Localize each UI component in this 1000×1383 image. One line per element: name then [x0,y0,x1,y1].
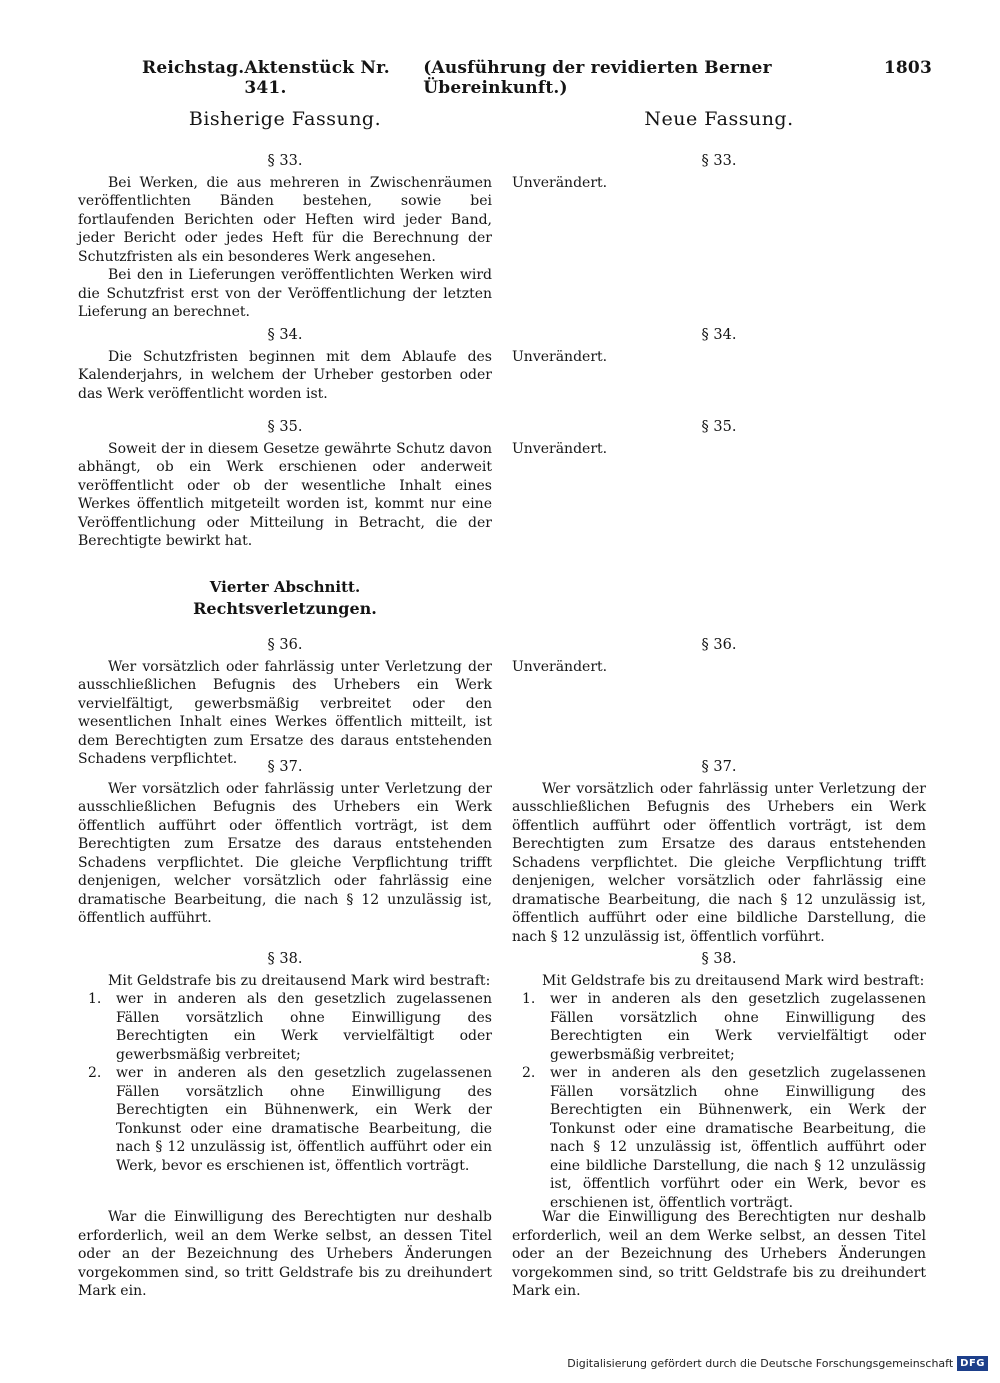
paragraph: Die Schutzfristen beginnen mit dem Ablaufe des Kalenderjahrs, in welchem der Urheber gestorben oder das Werk veröffentlicht worden ist. [78,348,492,402]
section-37-old [78,758,492,928]
section-36-old [78,636,492,769]
paragraph: Mit Geldstrafe bis zu dreitausend Mark wird bestraft: [542,972,925,989]
item-text: wer in anderen als den gesetzlich zugelassenen Fällen vorsätzlich ohne Einwilligung des Berechtigten ein Bühnenwerk, ein Werk der Tonkunst oder eine dramatische Bearbeitung, die nach § 12 unzulässig ist, öffentlich aufführt oder ein Werk, bevor es erschienen ist, öffentlich vorträgt. [116,1065,492,1174]
column-title-new: Neue Fassung. [644,108,794,130]
section-36-new [512,636,926,676]
section-number: § 34. [267,327,303,343]
section-number: § 36. [267,637,303,653]
paragraph: Wer vorsätzlich oder fahrlässig unter Verletzung der ausschließlichen Befugnis des Urhebers ein Werk vervielfältigt, gewerbsmäßig verbreitet oder den wesentlichen Inhalt eines Werkes öffentlich mitteilt, ist dem Berechtigten zum Ersatze des daraus entstehenden Schadens verpflichtet. [78,658,492,767]
section-number: § 36. [701,637,737,653]
list-item [522,990,926,1064]
section-35-old [78,418,492,551]
section-38-old [78,950,492,1175]
section-33-old [78,152,492,322]
section-number: § 37. [267,759,303,775]
paragraph: Wer vorsätzlich oder fahrlässig unter Verletzung der ausschließlichen Befugnis des Urhebers ein Werk öffentlich aufführt oder öffentlich vorträgt, ist dem Berechtigten zum Ersatze des daraus entstehenden Schadens verpflichtet. Die gleiche Verpflichtung trifft denjenigen, welcher vorsätzlich oder fahrlässig eine dramatische Bearbeitung, die nach § 12 unzulässig ist, öffentlich aufführt. [78,780,492,926]
paragraph: War die Einwilligung des Berechtigten nur deshalb erforderlich, weil an dem Werke selbst, an dessen Titel oder an der Bezeichnung des Urhebers Änderungen vorgekommen sind, so tritt Geldstrafe bis zu dreihundert Mark ein. [512,1209,926,1299]
closing-paragraph-old [78,1208,492,1301]
chapter-title: Rechtsverletzungen. [193,599,377,618]
page-number: 1803 [883,58,932,78]
column-title-old: Bisherige Fassung. [188,108,382,130]
section-number: § 38. [267,951,303,967]
section-33-new [512,152,926,192]
paragraph: Wer vorsätzlich oder fahrlässig unter Verletzung der ausschließlichen Befugnis des Urhebers ein Werk öffentlich aufführt oder öffentlich vorträgt, ist dem Berechtigten zum Ersatze des daraus entstehenden Schadens verpflichtet. Die gleiche Verpflichtung trifft denjenigen, welcher vorsätzlich oder fahrlässig eine dramatische Bearbeitung, die nach § 12 unzulässig ist, öffentlich aufführt oder eine bildliche Darstellung, die nach § 12 unzulässig ist, öffentlich vorführt. [512,780,926,945]
digitization-credit [567,1356,988,1371]
header-right: (Ausführung der revidierten Berner Übereinkunft.) [423,58,772,98]
closing-paragraph-new [512,1208,926,1301]
item-list [512,990,926,1212]
paragraph: Soweit der in diesem Gesetze gewährte Schutz davon abhängt, ob ein Werk erschienen oder anderweit veröffentlicht oder ob der wesentliche Inhalt eines Werkes öffentlich mitgeteilt worden ist, kommt nur eine Veröffentlichung oder Mitteilung in Betracht, die der Berechtigte bewirkt hat. [78,440,492,549]
chapter-number: Vierter Abschnitt. [209,578,361,596]
paragraph: War die Einwilligung des Berechtigten nur deshalb erforderlich, weil an dem Werke selbst, an dessen Titel oder an der Bezeichnung des Urhebers Änderungen vorgekommen sind, so tritt Geldstrafe bis zu dreihundert Mark ein. [78,1209,492,1299]
item-text: wer in anderen als den gesetzlich zugelassenen Fällen vorsätzlich ohne Einwilligung des Berechtigten ein Werk vervielfältigt oder gewerbsmäßig verbreitet; [116,991,492,1063]
item-text: wer in anderen als den gesetzlich zugelassenen Fällen vorsätzlich ohne Einwilligung des Berechtigten ein Bühnenwerk, ein Werk der Tonkunst oder eine dramatische Bearbeitung, die nach § 12 unzulässig ist, öffentlich aufführt oder eine bildliche Darstellung, die nach § 12 unzulässig ist, öffentlich vorführt oder ein Werk, bevor es erschienen ist, öffentlich vorträgt. [550,1065,926,1211]
section-number: § 38. [701,951,737,967]
section-number: § 35. [267,419,303,435]
dfg-logo: DFG [957,1356,988,1371]
item-number: 1. [522,991,536,1007]
section-37-new [512,758,926,946]
credit-text: Digitalisierung gefördert durch die Deutsche Forschungsgemeinschaft [567,1357,954,1370]
paragraph: Bei den in Lieferungen veröffentlichten Werken wird die Schutzfrist erst von der Veröffentlichung der letzten Lieferung an berechnet. [78,267,492,320]
section-38-new [512,950,926,1212]
section-number: § 33. [701,153,737,169]
list-item [88,1064,492,1175]
section-number: § 34. [701,327,737,343]
header-left: Reichstag. [142,58,245,78]
item-number: 2. [522,1065,536,1081]
section-number: § 37. [701,759,737,775]
column-old-version [78,108,492,1299]
section-number: § 33. [267,153,303,169]
list-item [88,990,492,1064]
item-list [78,990,492,1175]
unchanged-note: Unverändert. [512,658,608,675]
section-34-old [78,326,492,403]
chapter-heading [78,576,492,620]
section-34-new [512,326,926,366]
item-number: 2. [88,1065,102,1081]
list-item [522,1064,926,1212]
unchanged-note: Unverändert. [512,174,608,191]
item-number: 1. [88,991,102,1007]
paragraph: Bei Werken, die aus mehreren in Zwischenräumen veröffentlichten Bänden bestehen, sowie bei fortlaufenden Berichten oder Heften wird jeder Band, jeder Bericht oder jedes Heft für die Berechnung der Schutzfristen als ein besonderes Werk angesehen. [78,174,492,265]
item-text: wer in anderen als den gesetzlich zugelassenen Fällen vorsätzlich ohne Einwilligung des Berechtigten ein Werk vervielfältigt oder gewerbsmäßig verbreitet; [550,991,926,1063]
section-number: § 35. [701,419,737,435]
unchanged-note: Unverändert. [512,348,608,365]
column-new-version [512,108,926,1299]
unchanged-note: Unverändert. [512,440,608,457]
header-center: Aktenstück Nr. 341. [244,58,390,98]
section-35-new [512,418,926,458]
paragraph: Mit Geldstrafe bis zu dreitausend Mark wird bestraft: [108,972,491,989]
page-header [142,58,932,98]
